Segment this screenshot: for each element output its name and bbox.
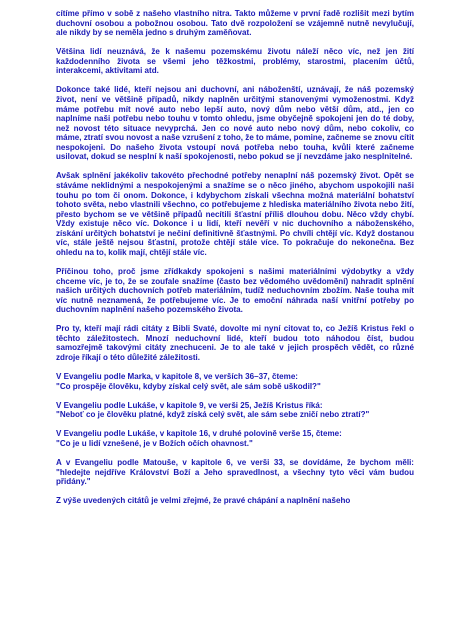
quote-text: "Co je u lidí vznešené, je v Božích očích ohavnost.": [56, 438, 253, 448]
quote-intro: V Evangeliu podle Lukáše, v kapitole 16, v druhé polovině verše 15, čteme:: [56, 429, 342, 439]
quote-luke-16: [56, 429, 414, 448]
paragraph-5: Příčinou toho, proč jsme zřídkakdy spokojeni s našimi materiálními výdobytky a vždy chceme víc, je to, že se zoufale snažíme (často bez vědomého uvědomění) nahradit splnění našich určitých duchovních potřeb materiálním, tudíž neduchovním zbožím. Naše touha mít víc nutně neznamená, že potřebujeme víc. Je to emoční náhrada naší vnitřní potřeby po duchovním naplnění našeho pozemského života.: [56, 266, 414, 315]
paragraph-4: Avšak splnění jakékoliv takovéto přechodné potřeby nenaplní náš pozemský život. Opět se stáváme neklidnými a nespokojenými a snažíme se o něco jiného, abychom uspokojili naši touhu po tom či onom. Dokonce, i kdybychom získali všechna možná materiální bohatství tohoto světa, nebo vlastnili všechno, co potřebujeme z hlediska materiálního života nebo žití, přesto bychom se ve většině případů necítili šťastní příliš dlouhou dobu. Něco vždy chybí. Vždy existuje něco víc. Dokonce i u lidí, kteří nevěří v nic duchovního a náboženského, získání určitých bohatství je nečiní definitivně šťastnými. Po chvíli chtějí víc. Když dostanou víc, stále ještě nejsou šťastní, protože chtějí stále více. To pokračuje do nekonečna. Bez ohledu na to, kolik mají, chtějí stále víc.: [56, 171, 414, 257]
paragraph-6: Pro ty, kteří mají rádi citáty z Bibli Svaté, dovolte mi nyní citovat to, co Ježíš Kristus řekl o těchto záležitostech. Mnozí neduchovní lidé, kteří budou toto náhodou číst, budou samozřejmě takovými citáty znechuceni. Je to ale také v jejich prospěch vědět, co různé zdroje říkají o této důležité záležitosti.: [56, 324, 414, 362]
quote-text: "Co prospěje člověku, kdyby získal celý svět, ale sám sobě uškodil?": [56, 381, 321, 391]
quote-mark: [56, 372, 414, 391]
quote-intro: V Evangeliu podle Lukáše, v kapitole 9, ve verši 25, Ježíš Kristus říká:: [56, 400, 323, 410]
document-page: [56, 9, 414, 516]
quote-luke-9: [56, 401, 414, 420]
paragraph-2: Většina lidí neuznává, že k našemu pozemskému životu náleží něco víc, než jen žití každodenního života se všemi jeho těžkostmi, problémy, starostmi, placením účtů, interakcemi, aktivitami atd.: [56, 47, 414, 76]
quote-intro: V Evangeliu podle Marka, v kapitole 8, ve verších 36–37, čteme:: [56, 372, 298, 382]
quote-text: "Neboť co je člověku platné, když získá celý svět, ale sám sebe zničí nebo ztratí?": [56, 410, 370, 420]
paragraph-1: cítíme přímo v sobě z našeho vlastního nitra. Takto můžeme v první řadě rozlišit mezi bytím duchovní osobou a pobožnou osobou. Tato dvě rozpoložení se vzájemně nutně nevylučují, ale nikdy by se neměla jedno s druhým zaměňovat.: [56, 9, 414, 38]
closing-paragraph: Z výše uvedených citátů je velmi zřejmé, že pravé chápání a naplnění našeho: [56, 496, 351, 506]
paragraph-3: Dokonce také lidé, kteří nejsou ani duchovní, ani náboženští, uznávají, že náš pozemský život, není ve většině případů, nikdy naplněn určitými stanovenými vymoženostmi. Když máme potřebu mít nové auto nebo lepší auto, nový dům nebo větší dům, atd., jen co naplníme naši potřebu nebo touhu v tomto ohledu, jsme obyčejně spokojeni jen do té doby, než novost této situace nevyprchá. Jen co nové auto nebo nový dům, nebo cokoliv, co máme, ztratí svou novost a naše vzrušení z toho, že to máme, pomine, začneme se znovu cítit nespokojeni. Do našeho života vstoupí nová potřeba nebo touha, kvůli které začneme usilovat, dokud se nesplní k naší spokojenosti, nebo pokud se jí nevzdáme jako nesplnitelné.: [56, 85, 414, 162]
quote-matthew: A v Evangeliu podle Matouše, v kapitole 6, ve verši 33, se dovídáme, že bychom měli: "hledejte nejdříve Království Boží a Jeho spravedlnost, a všechny tyto věci vám budou přidány.": [56, 458, 414, 487]
